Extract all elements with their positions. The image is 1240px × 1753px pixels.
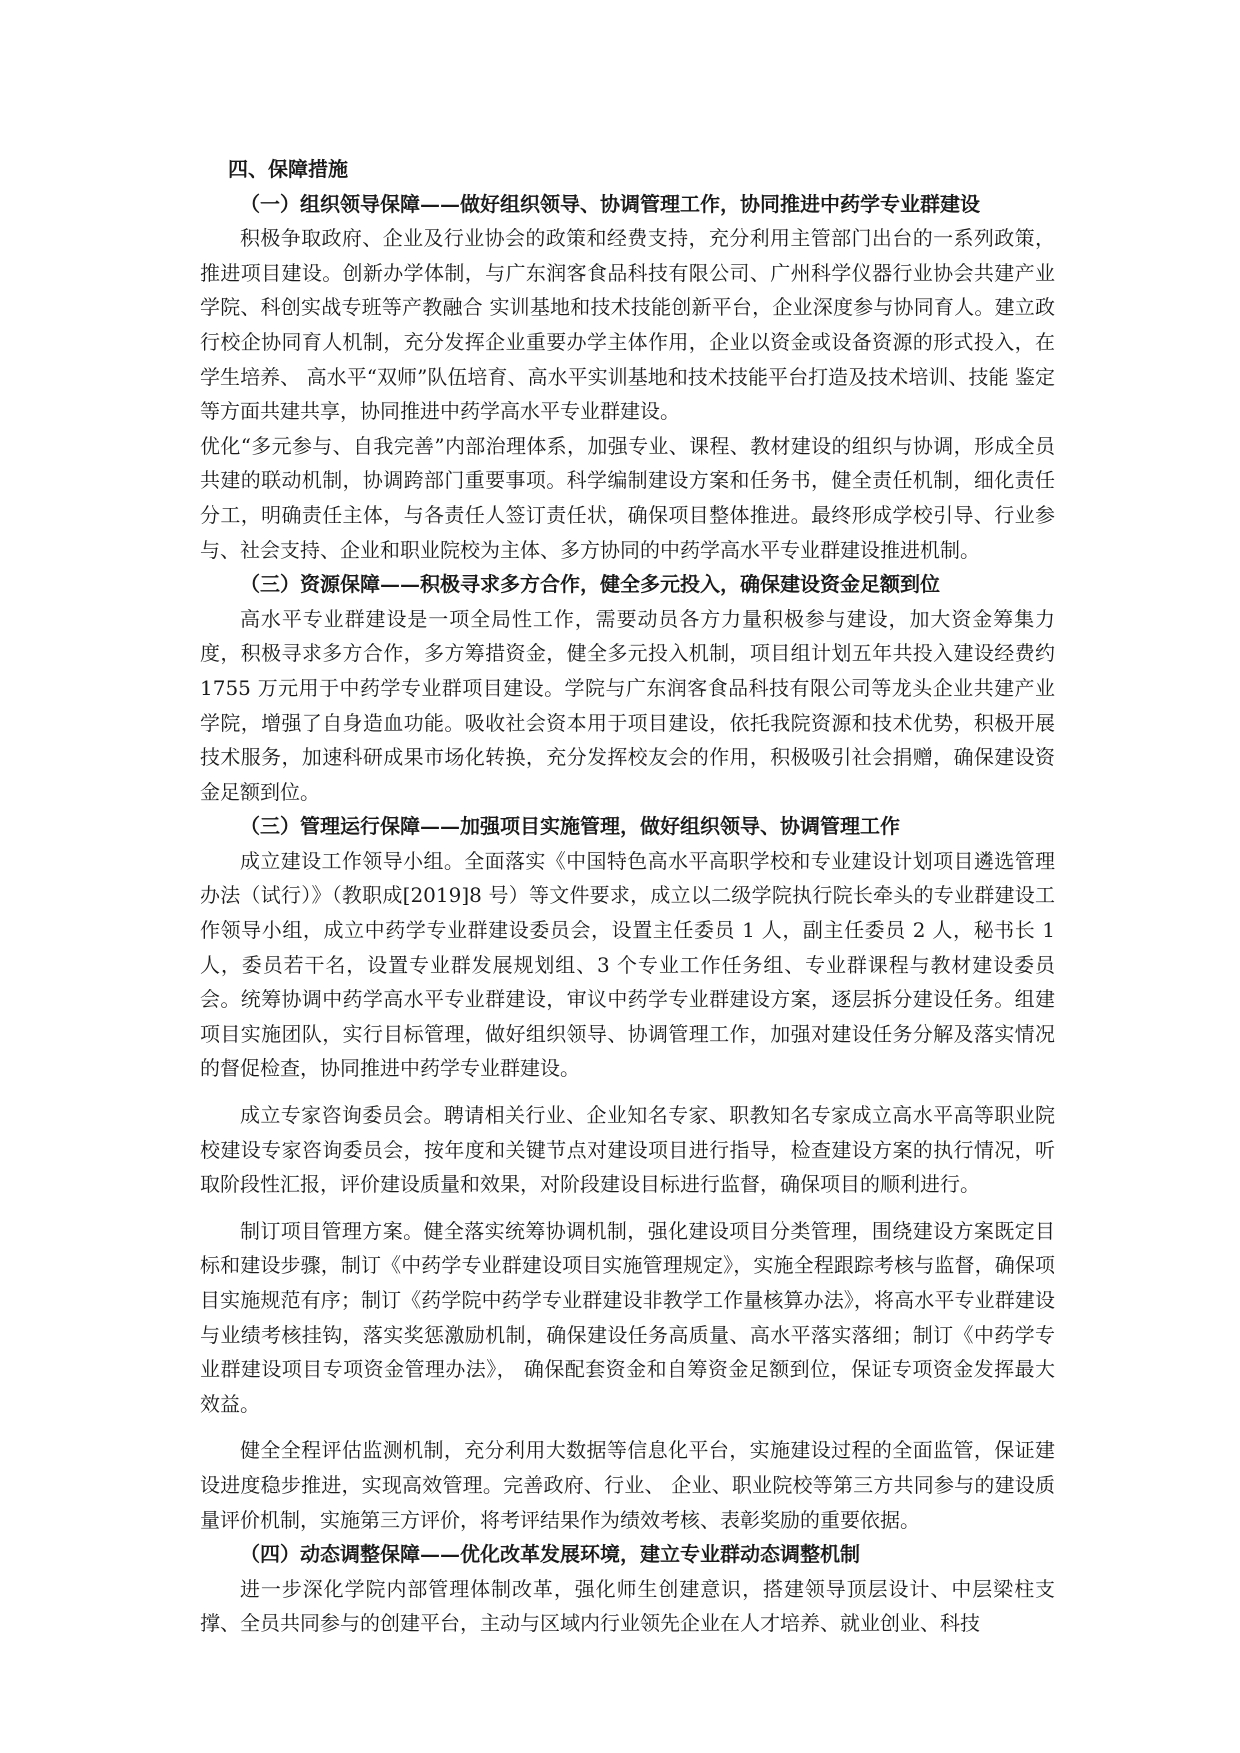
section3-paragraph-4: 健全全程评估监测机制，充分利用大数据等信息化平台，实施建设过程的全面监管，保证建设进度稳步推进，实现高效管理。完善政府、行业、 企业、职业院校等第三方共同参与的建设质量评价机制，实施第三方评价，将考评结果作为绩效考核、表彰奖励的重要依据。: [200, 1438, 1055, 1532]
section3-paragraph-3: 制订项目管理方案。健全落实统筹协调机制，强化建设项目分类管理，围绕建设方案既定目标和建设步骤，制订《中药学专业群建设项目实施管理规定》，实施全程跟踪考核与监督，确保项目实施规范有序；制订《药学院中药学专业群建设非教学工作量核算办法》，将高水平专业群建设与业绩考核挂钩，落实奖惩激励机制，确保建设任务高质量、高水平落实落细；制订《中药学专业群建设项目专项资金管理办法》， 确保配套资金和自筹资金足额到位，保证专项资金发挥最大效益。: [200, 1218, 1055, 1416]
section1-paragraph-2: 优化“多元参与、自我完善”内部治理体系，加强专业、课程、教材建设的组织与协调，形成全员共建的联动机制，协调跨部门重要事项。科学编制建设方案和任务书，健全责任机制，细化责任分工，明确责任主体，与各责任人签订责任状，确保项目整体推进。最终形成学校引导、行业参与、社会支持、企业和职业院校为主体、多方协同的中药学高水平专业群建设推进机制。: [200, 433, 1055, 562]
section4-paragraph-1: 进一步深化学院内部管理体制改革，强化师生创建意识，搭建领导顶层设计、中层梁柱支撑、全员共同参与的创建平台，主动与区域内行业领先企业在人才培养、就业创业、科技: [200, 1576, 1055, 1636]
section1-heading: （一）组织领导保障——做好组织领导、协调管理工作，协同推进中药学专业群建设: [240, 191, 980, 216]
section3-paragraph-1: 成立建设工作领导小组。全面落实《中国特色高水平高职学校和专业建设计划项目遴选管理办法（试行）》（教职成[2019]8 号）等文件要求，成立以二级学院执行院长牵头的专业群建设工作领导小组，成立中药学专业群建设委员会，设置主任委员 1 人，副主任委员 2 人，秘书长 1 人，委员若干名，设置专业群发展规划组、3 个专业工作任务组、专业群课程与教材建设委员会。统筹协调中药学高水平专业群建设，审议中药学专业群建设方案，逐层拆分建设任务。组建项目实施团队，实行目标管理，做好组织领导、协调管理工作，加强对建设任务分解及落实情况的督促检查，协同推进中药学专业群建设。: [200, 848, 1055, 1081]
section2-paragraph-1: 高水平专业群建设是一项全局性工作，需要动员各方力量积极参与建设，加大资金筹集力度，积极寻求多方合作，多方筹措资金，健全多元投入机制，项目组计划五年共投入建设经费约 1755 万元用于中药学专业群项目建设。学院与广东润客食品科技有限公司等龙头企业共建产业学院，增强了自身造血功能。吸收社会资本用于项目建设，依托我院资源和技术优势，积极开展技术服务，加速科研成果市场化转换，充分发挥校友会的作用，积极吸引社会捐赠，确保建设资金足额到位。: [200, 606, 1055, 804]
document-body: [200, 152, 1055, 1641]
section1-paragraph-1: 积极争取政府、企业及行业协会的政策和经费支持，充分利用主管部门出台的一系列政策，推进项目建设。创新办学体制，与广东润客食品科技有限公司、广州科学仪器行业协会共建产业学院、科创实战专班等产教融合 实训基地和技术技能创新平台，企业深度参与协同育人。建立政行校企协同育人机制，充分发挥企业重要办学主体作用，企业以资金或设备资源的形式投入，在学生培养、 高水平“双师”队伍培育、高水平实训基地和技术技能平台打造及技术培训、技能 鉴定等方面共建共享，协同推进中药学高水平专业群建设。: [200, 226, 1055, 424]
section3-paragraph-2: 成立专家咨询委员会。聘请相关行业、企业知名专家、职教知名专家成立高水平高等职业院校建设专家咨询委员会，按年度和关键节点对建设项目进行指导，检查建设方案的执行情况，听取阶段性汇报，评价建设质量和效果，对阶段建设目标进行监督，确保项目的顺利进行。: [200, 1103, 1055, 1197]
section-heading-main: 四、保障措施: [228, 157, 348, 181]
section3-heading: （三）管理运行保障——加强项目实施管理，做好组织领导、协调管理工作: [240, 814, 900, 839]
section4-heading: （四）动态调整保障——优化改革发展环境，建立专业群动态调整机制: [240, 1542, 860, 1567]
section2-heading: （三）资源保障——积极寻求多方合作，健全多元投入，确保建设资金足额到位: [240, 572, 940, 597]
